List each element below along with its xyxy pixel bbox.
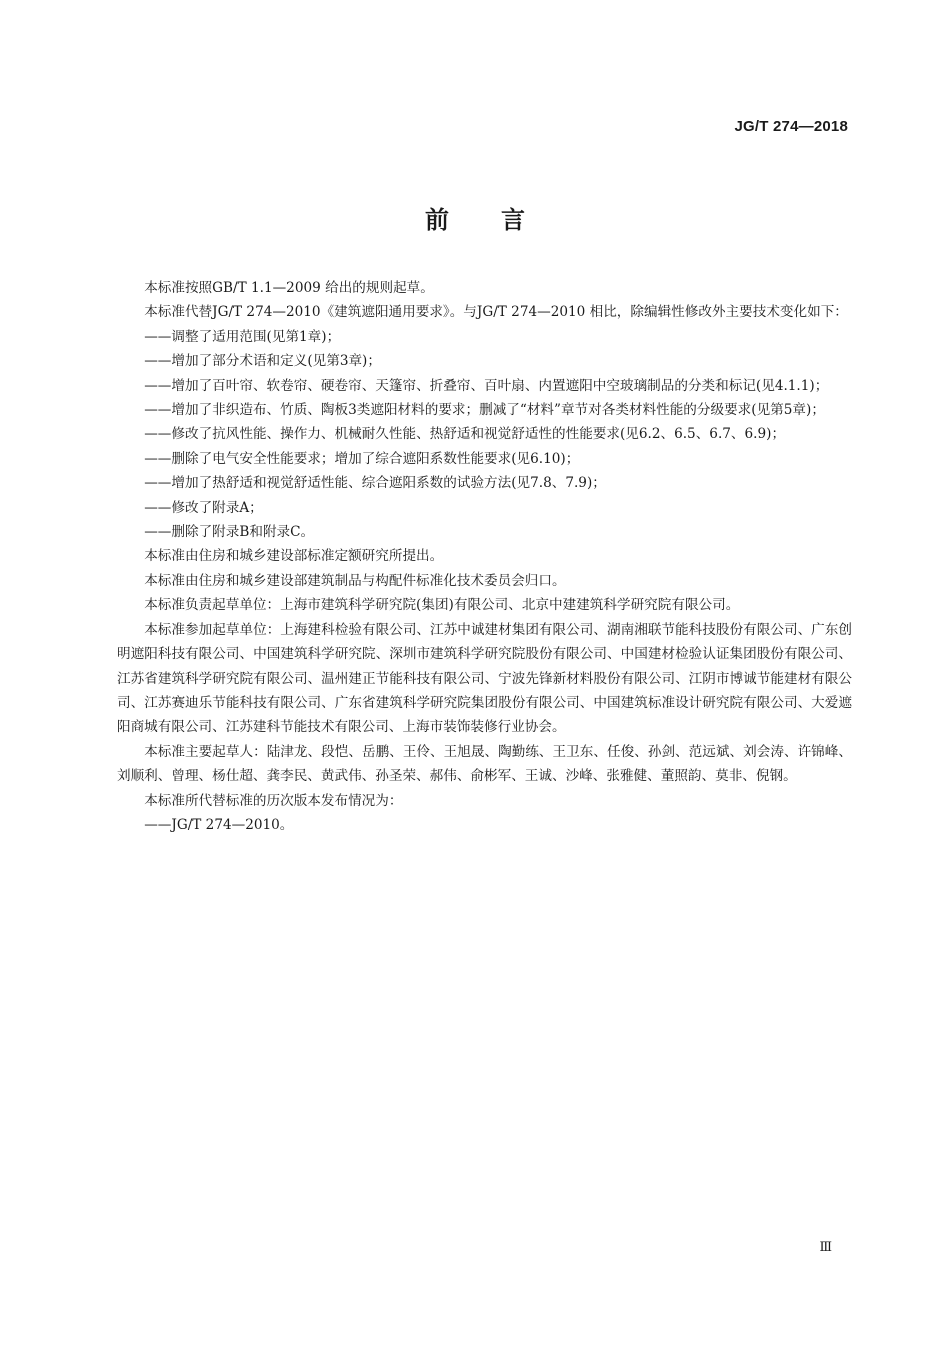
standard-code: JG/T 274—2018	[734, 118, 848, 135]
paragraph-replaces: 本标准代替JG/T 274—2010《建筑遮阳通用要求》。与JG/T 274—2010 相比，除编辑性修改外主要技术变化如下：	[144, 304, 848, 321]
paragraph-under-jurisdiction: 本标准由住房和城乡建设部建筑制品与构配件标准化技术委员会归口。	[144, 572, 566, 589]
foreword-body	[117, 276, 852, 837]
paragraph-main-drafters: 本标准主要起草人：陆津龙、段恺、岳鹏、王伶、王旭晟、陶勤练、王卫东、任俊、孙剑、范远斌、刘会涛、许锦峰、刘顺利、曾理、杨仕超、龚李民、黄武伟、孙圣荣、郝伟、俞彬军、王诚、沙峰、张雅健、董照韵、莫非、倪钢。	[117, 743, 852, 785]
history-item: ——JG/T 274—2010。	[144, 816, 294, 833]
page-number: Ⅲ	[819, 1240, 832, 1255]
change-item: ——删除了附录B和附录C。	[144, 524, 315, 541]
change-item: ——增加了非织造布、竹质、陶板3类遮阳材料的要求；删减了“材料”章节对各类材料性能的分级要求(见第5章)；	[144, 402, 825, 419]
paragraph-history-intro: 本标准所代替标准的历次版本发布情况为：	[144, 792, 403, 809]
change-item: ——调整了适用范围(见第1章)；	[144, 328, 341, 345]
paragraph-proposed-by: 本标准由住房和城乡建设部标准定额研究所提出。	[144, 548, 444, 565]
change-item: ——增加了百叶帘、软卷帘、硬卷帘、天篷帘、折叠帘、百叶扇、内置遮阳中空玻璃制品的分类和标记(见4.1.1)；	[144, 377, 829, 394]
page-title: 前言	[425, 206, 577, 234]
change-item: ——修改了抗风性能、操作力、机械耐久性能、热舒适和视觉舒适性的性能要求(见6.2、6.5、6.7、6.9)；	[144, 426, 786, 443]
paragraph-lead-drafters: 本标准负责起草单位：上海市建筑科学研究院(集团)有限公司、北京中建建筑科学研究院有限公司。	[144, 597, 740, 614]
change-item: ——删除了电气安全性能要求；增加了综合遮阳系数性能要求(见6.10)；	[144, 450, 580, 467]
paragraph-participating-drafters: 本标准参加起草单位：上海建科检验有限公司、江苏中诚建材集团有限公司、湖南湘联节能科技股份有限公司、广东创明遮阳科技有限公司、中国建筑科学研究院、深圳市建筑科学研究院股份有限公司、中国建材检验认证集团股份有限公司、江苏省建筑科学研究院有限公司、温州建正节能科技有限公司、宁波先锋新材料股份有限公司、江阴市博诚节能建材有限公司、江苏赛迪乐节能科技有限公司、广东省建筑科学研究院集团股份有限公司、中国建筑标准设计研究院有限公司、大爱遮阳商城有限公司、江苏建科节能技术有限公司、上海市装饰装修行业协会。	[117, 621, 852, 736]
paragraph-drafting-rules: 本标准按照GB/T 1.1—2009 给出的规则起草。	[144, 280, 434, 296]
change-item: ——增加了热舒适和视觉舒适性能、综合遮阳系数的试验方法(见7.8、7.9)；	[144, 475, 606, 492]
change-item: ——修改了附录A；	[144, 499, 263, 516]
change-item: ——增加了部分术语和定义(见第3章)；	[144, 353, 381, 370]
